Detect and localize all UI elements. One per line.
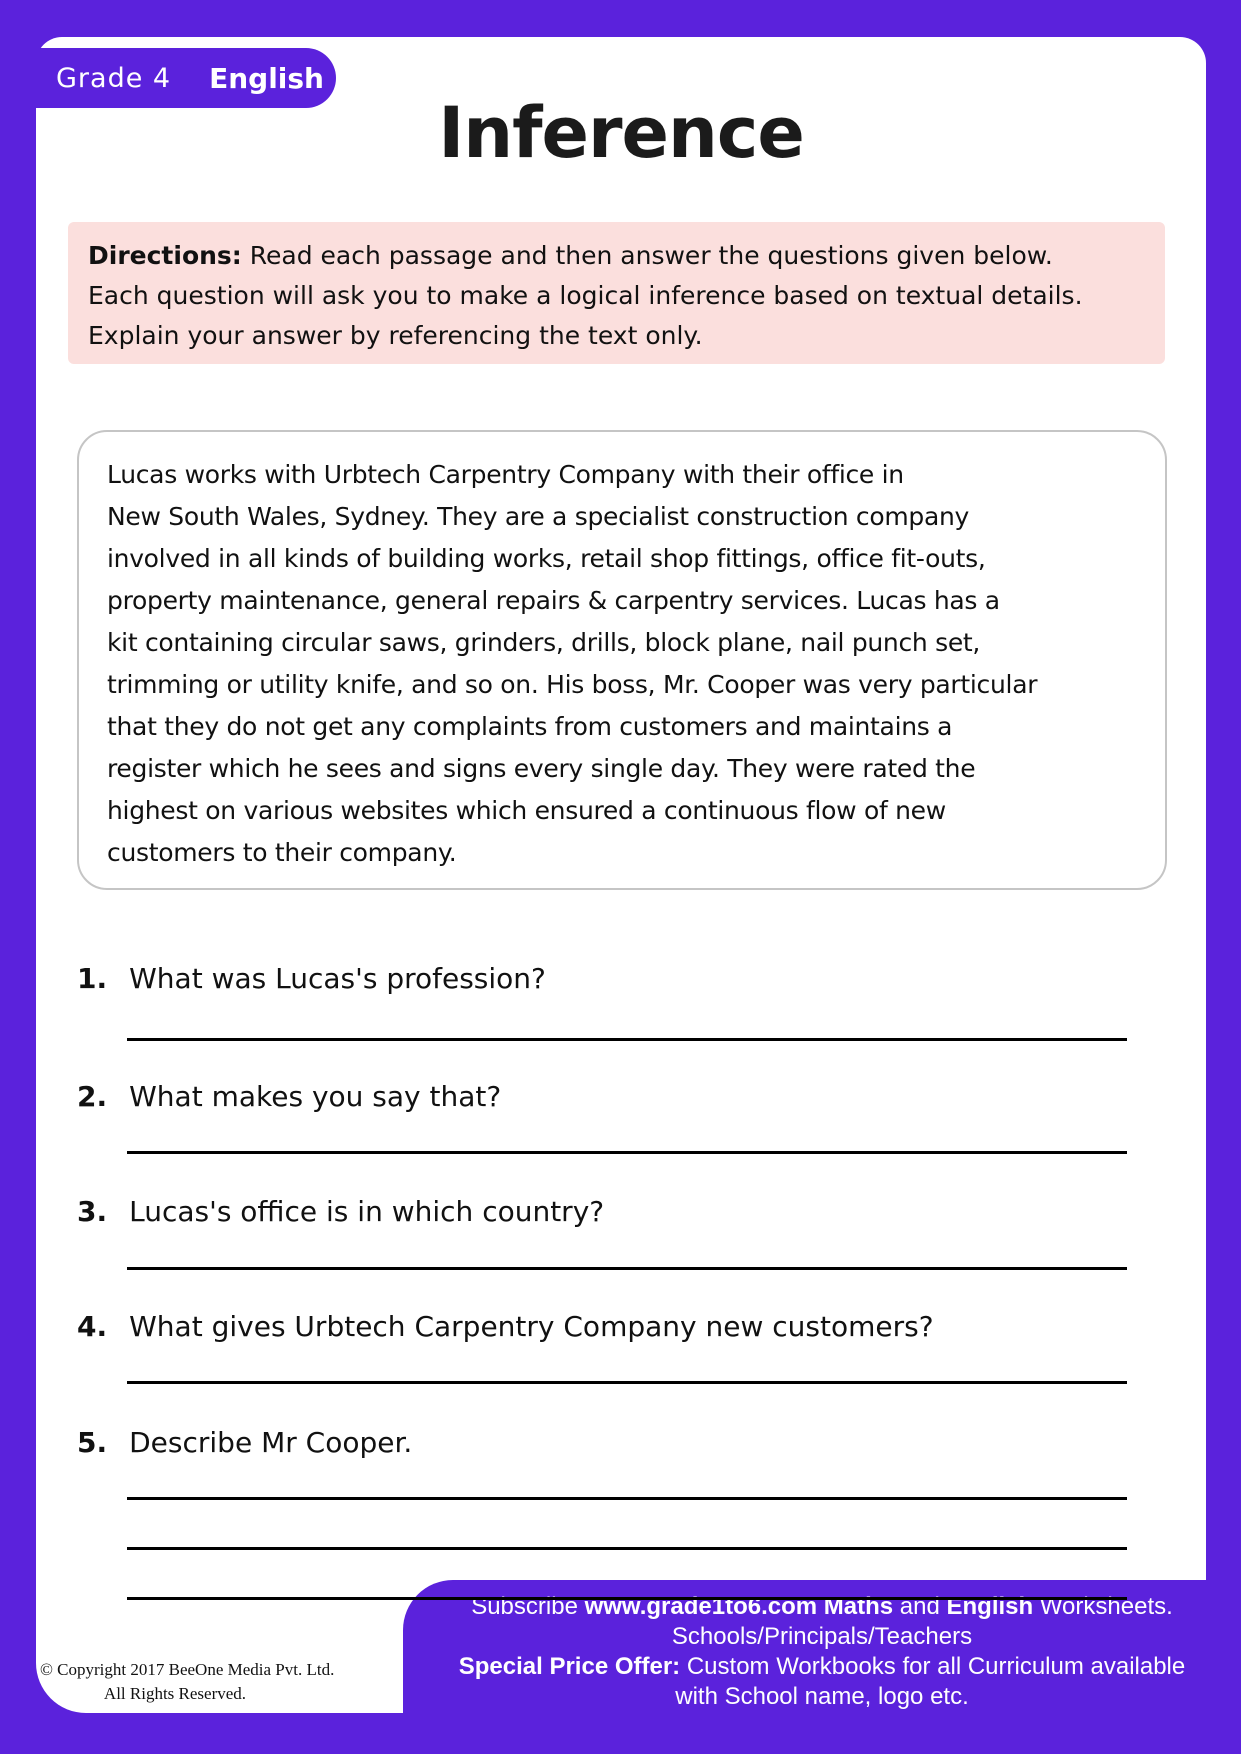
question-item: [77, 960, 1167, 998]
question-item: [77, 1308, 1167, 1346]
subject-label: English: [209, 61, 324, 95]
question-text: What gives Urbtech Carpentry Company new customers?: [129, 1310, 934, 1343]
directions-line-3: Explain your answer by referencing the text only.: [88, 321, 703, 350]
grade-subject-badge: [0, 48, 336, 108]
question-item: [77, 1078, 1167, 1116]
question-text: What was Lucas's profession?: [129, 962, 546, 995]
copyright-line-2: All Rights Reserved.: [103, 1684, 247, 1703]
footer-offer-text: Custom Workbooks for all Curriculum available: [680, 1653, 1186, 1680]
question-item: [77, 1424, 1167, 1462]
copyright-note: [40, 1658, 335, 1706]
question-number: 5.: [77, 1426, 108, 1459]
question-item: [77, 1193, 1167, 1231]
question-number: 1.: [77, 962, 108, 995]
question-number: 4.: [77, 1310, 108, 1343]
directions-line-1: [88, 236, 1145, 276]
answer-line: [127, 1497, 1127, 1500]
passage-line: register which he sees and signs every single day. They were rated the: [107, 754, 976, 783]
passage-line: property maintenance, general repairs & carpentry services. Lucas has a: [107, 586, 1000, 615]
directions-box: [68, 222, 1165, 364]
footer-and-text: and: [893, 1593, 947, 1620]
answer-line: [127, 1547, 1127, 1550]
answer-line: [127, 1381, 1127, 1384]
question-text: Describe Mr Cooper.: [129, 1426, 413, 1459]
passage-line: that they do not get any complaints from customers and maintains a: [107, 712, 953, 741]
footer-line-school: with School name, logo etc.: [675, 1683, 969, 1710]
passage-line: New South Wales, Sydney. They are a specialist construction company: [107, 502, 970, 531]
passage-line: Lucas works with Urbtech Carpentry Company with their office in: [107, 460, 904, 489]
footer-line-audience: Schools/Principals/Teachers: [671, 1623, 973, 1650]
footer-offer-label: Special Price Offer:: [458, 1653, 681, 1680]
passage-line: involved in all kinds of building works, retail shop fittings, office fit-outs,: [107, 544, 986, 573]
answer-line: [127, 1597, 1127, 1600]
grade-label: Grade 4: [56, 62, 172, 94]
bottom-border-band: [0, 1713, 1241, 1754]
directions-line-2: Each question will ask you to make a logical inference based on textual details.: [88, 281, 1083, 310]
question-number: 2.: [77, 1080, 108, 1113]
directions-label: Directions:: [88, 241, 242, 270]
copyright-line-1: © Copyright 2017 BeeOne Media Pvt. Ltd.: [40, 1660, 335, 1679]
directions-line-1-text: Read each passage and then answer the questions given below.: [241, 241, 1053, 270]
question-text: What makes you say that?: [129, 1080, 502, 1113]
question-number: 3.: [77, 1195, 108, 1228]
question-text: Lucas's office is in which country?: [129, 1195, 605, 1228]
passage-line: customers to their company.: [107, 838, 457, 867]
footer-english-bold: English: [946, 1593, 1034, 1620]
footer-worksheets-text: Worksheets.: [1033, 1593, 1173, 1620]
passage-line: highest on various websites which ensured a continuous flow of new: [107, 796, 946, 825]
answer-line: [127, 1267, 1127, 1270]
footer-line-offer: [403, 1652, 1241, 1682]
passage-box: [77, 430, 1167, 890]
answer-line: [127, 1038, 1127, 1041]
worksheet-title: Inference: [438, 92, 804, 174]
passage-line: kit containing circular saws, grinders, drills, block plane, nail punch set,: [107, 628, 981, 657]
answer-line: [127, 1151, 1127, 1154]
footer-subscribe-text: Subscribe: [471, 1593, 585, 1620]
passage-line: trimming or utility knife, and so on. His boss, Mr. Cooper was very particular: [107, 670, 1038, 699]
footer-website-maths: www.grade1to6.com Maths: [584, 1593, 894, 1620]
